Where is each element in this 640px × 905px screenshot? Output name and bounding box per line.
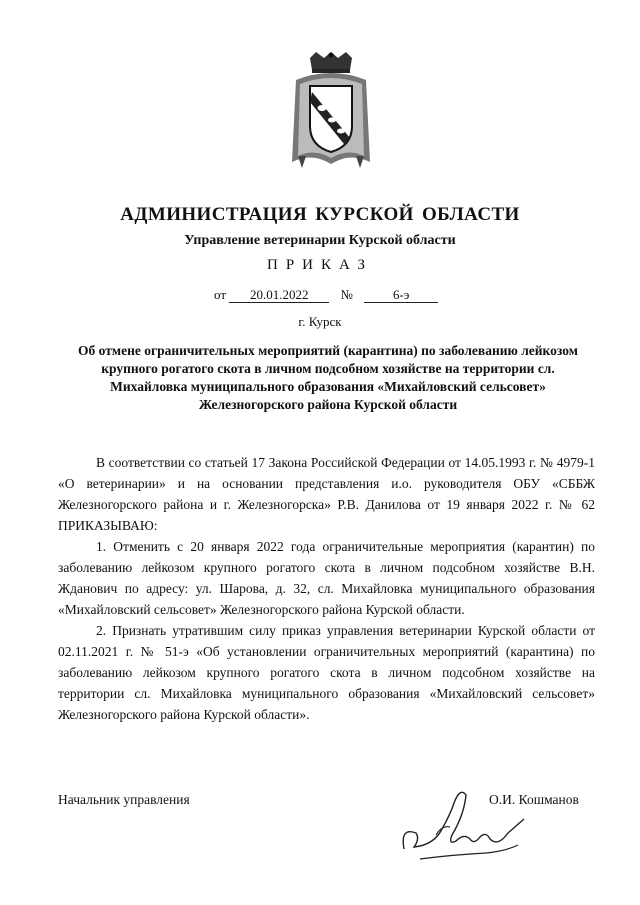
signatory-position: Начальник управления (58, 792, 190, 807)
department-title: Управление ветеринарии Курской области (184, 233, 456, 248)
document-type: ПРИКАЗ (267, 257, 373, 273)
organization-title: АДМИНИСТРАЦИЯ КУРСКОЙ ОБЛАСТИ (120, 204, 520, 225)
handwritten-signature (390, 775, 540, 867)
order-body (58, 452, 595, 725)
coat-of-arms-icon (290, 52, 372, 172)
number-label: № (340, 287, 353, 302)
item-2-paragraph: 2. Признать утратившим силу приказ управления ветеринарии Курской области от 02.11.2021 г. № 51-э «Об установлении ограничительных мероприятий (карантина) по заболеванию лейкозом крупного рогатого скота в личном подсобном хозяйстве на территории сл. Михайловка муниципального образования «Михайловский сельсовет» Железногорского района Курской области». (58, 623, 595, 722)
from-label: от (214, 287, 227, 302)
city: г. Курск (298, 314, 342, 329)
order-number: 6-э (364, 287, 438, 303)
order-subject-title: Об отмене ограничительных мероприятий (карантина) по заболеванию лейкозом крупного рогатого скота в личном подсобном хозяйстве на территории сл. Михайловка муниципального образования «Михайловский сельсовет» Железногорского района Курской области (78, 343, 578, 412)
item-1-paragraph: 1. Отменить с 20 января 2022 года ограничительные мероприятия (карантин) по заболеванию лейкозом крупного рогатого скота в личном подсобном хозяйстве В.Н. Жданович по адресу: ул. Шарова, д. 32, сл. Михайловка муниципального образования «Михайловский сельсовет» Железногорского района Курской области. (58, 539, 595, 617)
date-number-line (214, 287, 438, 303)
order-date: 20.01.2022 (229, 287, 329, 303)
signatory-name: О.И. Кошманов (489, 792, 579, 807)
intro-paragraph: В соответствии со статьей 17 Закона Российской Федерации от 14.05.1993 г. № 4979-1 «О ветеринарии» и на основании представления и.о. руководителя ОБУ «СББЖ Железногорского района и г. Железногорска» Р.В. Данилова от 19 января 2022 г. № 62 ПРИКАЗЫВАЮ: (58, 455, 595, 533)
